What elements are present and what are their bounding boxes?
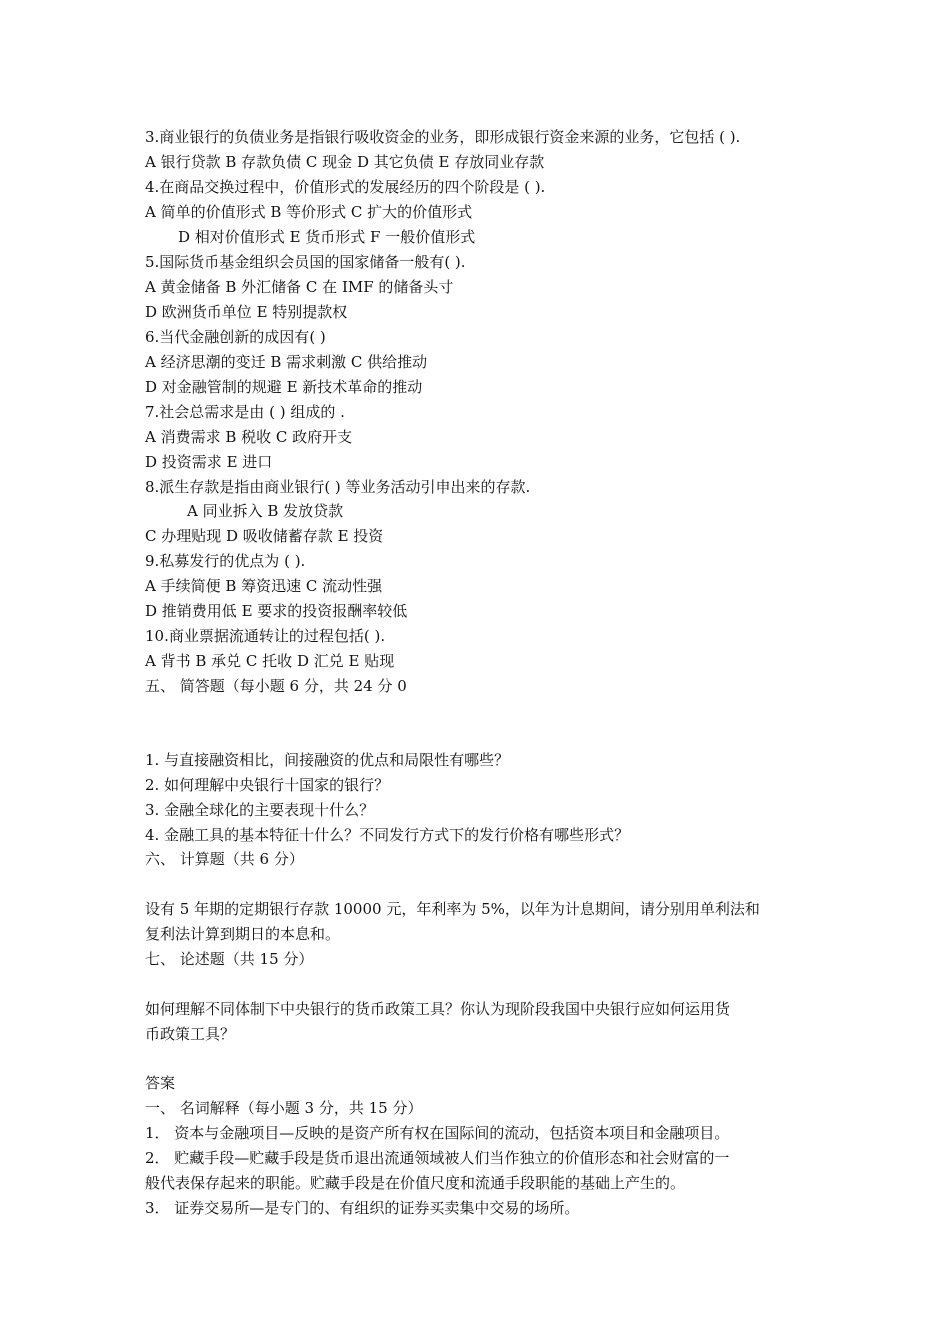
essay-question-line-1: 如何理解不同体制下中央银行的货币政策工具？你认为现阶段我国中央银行应如何运用货 <box>145 1000 731 1018</box>
calculation-question-line-2: 复利法计算到期日的本息和。 <box>145 925 341 943</box>
question-5-options-d: D 欧洲货币单位 E 特别提款权 <box>145 303 348 321</box>
section-5-heading: 五、 简答题（每小题 6 分，共 24 分 0 <box>145 677 407 695</box>
question-7-options-a: A 消费需求 B 税收 C 政府开支 <box>145 428 353 446</box>
essay-question-line-2: 币政策工具？ <box>145 1025 236 1043</box>
question-6-options-a: A 经济思潮的变迁 B 需求刺激 C 供给推动 <box>145 353 428 371</box>
question-5: 5.国际货币基金组织会员国的国家储备一般有( ). <box>145 253 466 271</box>
question-3: 3.商业银行的负债业务是指银行吸收资金的业务，即形成银行资金来源的业务，它包括 ( ). <box>145 128 741 146</box>
short-answer-1: 1. 与直接融资相比，间接融资的优点和局限性有哪些？ <box>145 751 510 769</box>
question-5-options-a: A 黄金储备 B 外汇储备 C 在 IMF 的储备头寸 <box>145 278 454 296</box>
question-4: 4.在商品交换过程中，价值形式的发展经历的四个阶段是 ( ). <box>145 178 546 196</box>
answers-section-1-heading: 一、 名词解释（每小题 3 分，共 15 分） <box>145 1099 423 1117</box>
section-6-heading: 六、 计算题（共 6 分） <box>145 850 304 868</box>
question-4-options-a: A 简单的价值形式 B 等价形式 C 扩大的价值形式 <box>145 203 473 221</box>
question-3-options: A 银行贷款 B 存款负债 C 现金 D 其它负债 E 存放同业存款 <box>145 153 545 171</box>
question-8: 8.派生存款是指由商业银行( ) 等业务活动引申出来的存款. <box>145 478 531 496</box>
answer-3: 3． 证券交易所—是专门的、有组织的证券买卖集中交易的场所。 <box>145 1199 580 1217</box>
question-7-options-d: D 投资需求 E 进口 <box>145 453 273 471</box>
question-10-options: A 背书 B 承兑 C 托收 D 汇兑 E 贴现 <box>145 652 395 670</box>
section-7-heading: 七、 论述题（共 15 分） <box>145 950 314 968</box>
answer-1: 1． 资本与金融项目—反映的是资产所有权在国际间的流动，包括资本项目和金融项目。 <box>145 1124 730 1142</box>
answer-2-line-1: 2． 贮藏手段—贮藏手段是货币退出流通领域被人们当作独立的价值形态和社会财富的一 <box>145 1149 730 1167</box>
question-6-options-d: D 对金融管制的规避 E 新技术革命的推动 <box>145 378 423 396</box>
answers-heading: 答案 <box>145 1074 176 1092</box>
question-7: 7.社会总需求是由 ( ) 组成的 . <box>145 403 345 421</box>
short-answer-3: 3. 金融全球化的主要表现十什么？ <box>145 801 375 819</box>
question-8-options-a: A 同业拆入 B 发放贷款 <box>187 502 344 520</box>
question-9-options-d: D 推销费用低 E 要求的投资报酬率较低 <box>145 602 408 620</box>
question-6: 6.当代金融创新的成因有( ) <box>145 328 326 346</box>
question-4-options-d: D 相对价值形式 E 货币形式 F 一般价值形式 <box>178 228 476 246</box>
answer-2-line-2: 般代表保存起来的职能。贮藏手段是在价值尺度和流通手段职能的基础上产生的。 <box>145 1174 686 1192</box>
short-answer-2: 2. 如何理解中央银行十国家的银行？ <box>145 776 390 794</box>
question-10: 10.商业票据流通转让的过程包括( ). <box>145 627 386 645</box>
short-answer-4: 4. 金融工具的基本特征十什么？不同发行方式下的发行价格有哪些形式？ <box>145 826 630 844</box>
question-9: 9.私募发行的优点为 ( ). <box>145 552 306 570</box>
calculation-question-line-1: 设有 5 年期的定期银行存款 10000 元，年利率为 5%，以年为计息期间，请分别用单利法和 <box>145 900 760 918</box>
question-9-options-a: A 手续简便 B 筹资迅速 C 流动性强 <box>145 577 383 595</box>
question-8-options-c: C 办理贴现 D 吸收储蓄存款 E 投资 <box>145 527 384 545</box>
